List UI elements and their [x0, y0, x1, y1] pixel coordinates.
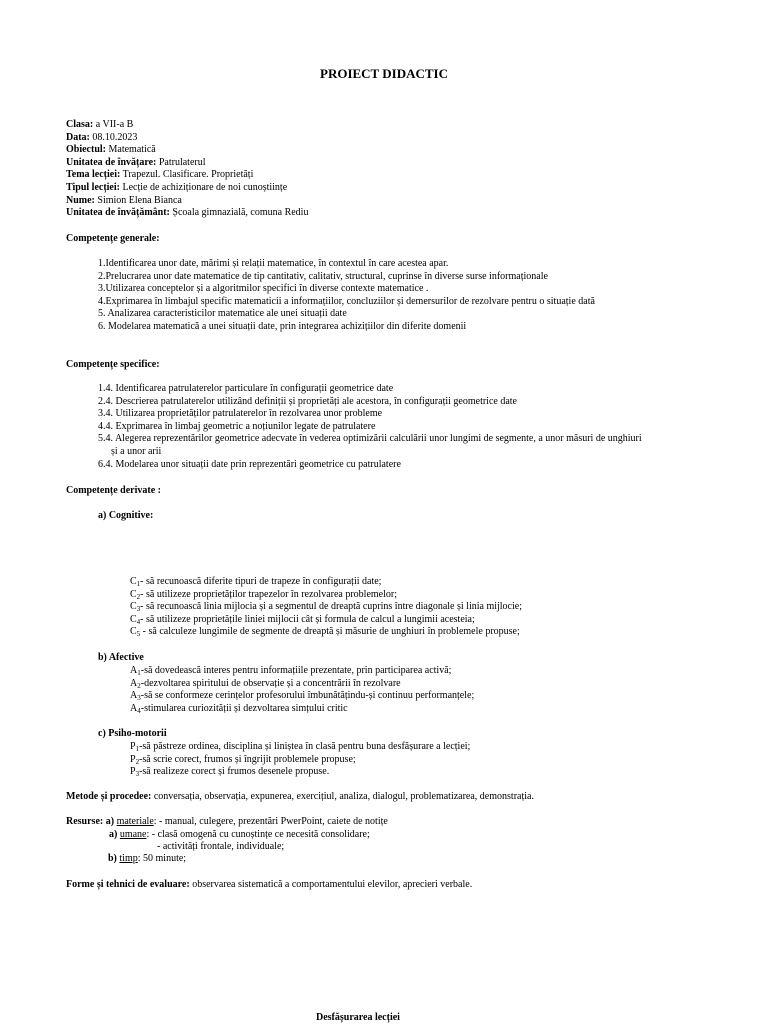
psychomotor-heading: c) Psiho-motorii: [98, 728, 167, 739]
list-item: 5. Analizarea caracteristicilor matematice ale unei situații date: [98, 308, 347, 320]
specific-competences-heading: Competențe specifice:: [66, 359, 160, 370]
specific-competences-list: [98, 383, 642, 471]
list-item: 3.Utilizarea conceptelor și a algoritmilor specifici în diverse contexte matematice .: [98, 283, 429, 295]
list-item: $C_5$ - să calculeze lungimile de segmente de dreaptă și măsurie de unghiuri în problemele propuse;: [130, 626, 520, 639]
list-item: 5.4. Alegerea reprezentărilor geometrice adecvate în vederea optimizării calculării unor lungimi de segmente, a unor măsuri de unghiuri: [98, 433, 642, 445]
info-row-type: Tipul lecției: Lecție de achiziționare de noi cunoștiințe: [66, 181, 288, 193]
general-competences-heading: Competențe generale:: [66, 233, 160, 244]
list-item: 1.Identificarea unor date, mărimi și relații matematice, în contextul în care acestea apar.: [98, 258, 449, 269]
cognitive-list: [130, 576, 522, 639]
list-item: $P_3-să$ realizeze corect și frumos desenele propuse.: [130, 766, 330, 779]
list-item: 3.4. Utilizarea proprietăților patrulaterelor în rezolvarea unor probleme: [98, 408, 383, 420]
list-item-continuation: și a unor arii: [111, 445, 162, 457]
psychomotor-list: [130, 741, 470, 779]
general-competences-list: [98, 258, 595, 334]
list-item: 2.4. Descrierea patrulaterelor utilizând definiții și proprietăți ale acestora, în configurații geometrice date: [98, 395, 517, 407]
resources-materials-line: Resurse: a) materiale: - manual, culegere, prezentări PwerPoint, caiete de notițe: [66, 816, 388, 827]
info-row-subject: Obiectul: Matematică: [66, 144, 156, 156]
affective-list: [130, 665, 474, 715]
list-item: $P_2-să$ scrie corect, frumos și îngrijit problemele propuse;: [130, 753, 356, 766]
list-item: $A_3-să$ se conformeze cerințelor profesorului îmbunătățindu-și continuu performanțele;: [130, 690, 475, 703]
resources-human-continuation: - activități frontale, individuale;: [157, 841, 285, 852]
affective-heading: b) Afective: [98, 652, 144, 663]
info-row-school: Unitatea de învățământ: Școala gimnazială, comuna Rediu: [66, 207, 309, 219]
info-row-topic: Tema lecției: Trapezul. Clasificare. Proprietăți: [66, 169, 254, 181]
derived-competences-heading: Competențe derivate :: [66, 485, 161, 496]
next-section-heading-cut: Desfășurarea lecției: [316, 1012, 400, 1023]
info-row-unit: Unitatea de învățare: Patrulaterul: [66, 156, 206, 168]
list-item: $A_2$-dezvoltarea spiritului de observație și a concentrării în rezolvare: [130, 677, 401, 690]
resources-time-line: b) timp: 50 minute;: [108, 853, 187, 864]
list-item: $C_4-$ să utilizeze proprietățile liniei mijlocii cât și formula de calcul a lungimii acesteia;: [130, 613, 475, 626]
list-item: 6.4. Modelarea unor situații date prin reprezentări geometrice cu patrulatere: [98, 458, 401, 470]
cognitive-heading: a) Cognitive:: [98, 510, 154, 521]
info-row-date: Data: 08.10.2023: [66, 131, 138, 143]
list-item: 4.4. Exprimarea în limbaj geometric a noțiunilor legate de patrulatere: [98, 420, 376, 432]
info-row-class: Clasa: a VII-a B: [66, 119, 134, 130]
list-item: $A_4$-stimularea curiozității și dezvoltarea simțului critic: [130, 702, 348, 715]
methods-line: Metode și procedee: conversația, observația, expunerea, exercițiul, analiza, dialogul, problematizarea, demonstrația.: [66, 791, 534, 802]
list-item: $A_1-să$ dovedească interes pentru informațiile prezentate, prin participarea activă;: [130, 665, 452, 677]
list-item: 6. Modelarea matematică a unei situații date, prin integrarea achizițiilor din diferite domenii: [98, 320, 467, 332]
list-item: 4.Exprimarea în limbajul specific matematicii a informațiilor, concluziilor și demersurilor de rezolvare pentru o situație dată: [98, 295, 595, 307]
page-title: PROIECT DIDACTIC: [320, 66, 448, 81]
evaluation-line: Forme și tehnici de evaluare: observarea sistematică a comportamentului elevilor, aprecieri verbale.: [66, 879, 473, 890]
info-row-name: Nume: Simion Elena Bianca: [66, 194, 182, 206]
lesson-info: [66, 119, 308, 220]
list-item: 1.4. Identificarea patrulaterelor particulare în configurații geometrice date: [98, 383, 394, 394]
list-item: $C_3-$ să recunoască linia mijlocia și a segmentul de dreaptă cuprins între diagonale și linia mijlocie;: [130, 601, 522, 614]
list-item: 2.Prelucrarea unor date matematice de tip cantitativ, calitativ, structural, cuprinse în diverse surse informaționale: [98, 270, 548, 282]
list-item: $C_2-$ să utilizeze proprietăților trapezelor în rezolvarea problemelor;: [130, 588, 397, 601]
list-item: $C_1-$ să recunoască diferite tipuri de trapeze în configurații date;: [130, 576, 382, 588]
resources-human-line: a) umane: - clasă omogenă cu cunoștințe ce necesită consolidare;: [109, 829, 370, 840]
list-item: $P_1-să$ păstreze ordinea, disciplina și liniștea în clasă pentru buna desfășurare a lecției;: [130, 741, 471, 753]
